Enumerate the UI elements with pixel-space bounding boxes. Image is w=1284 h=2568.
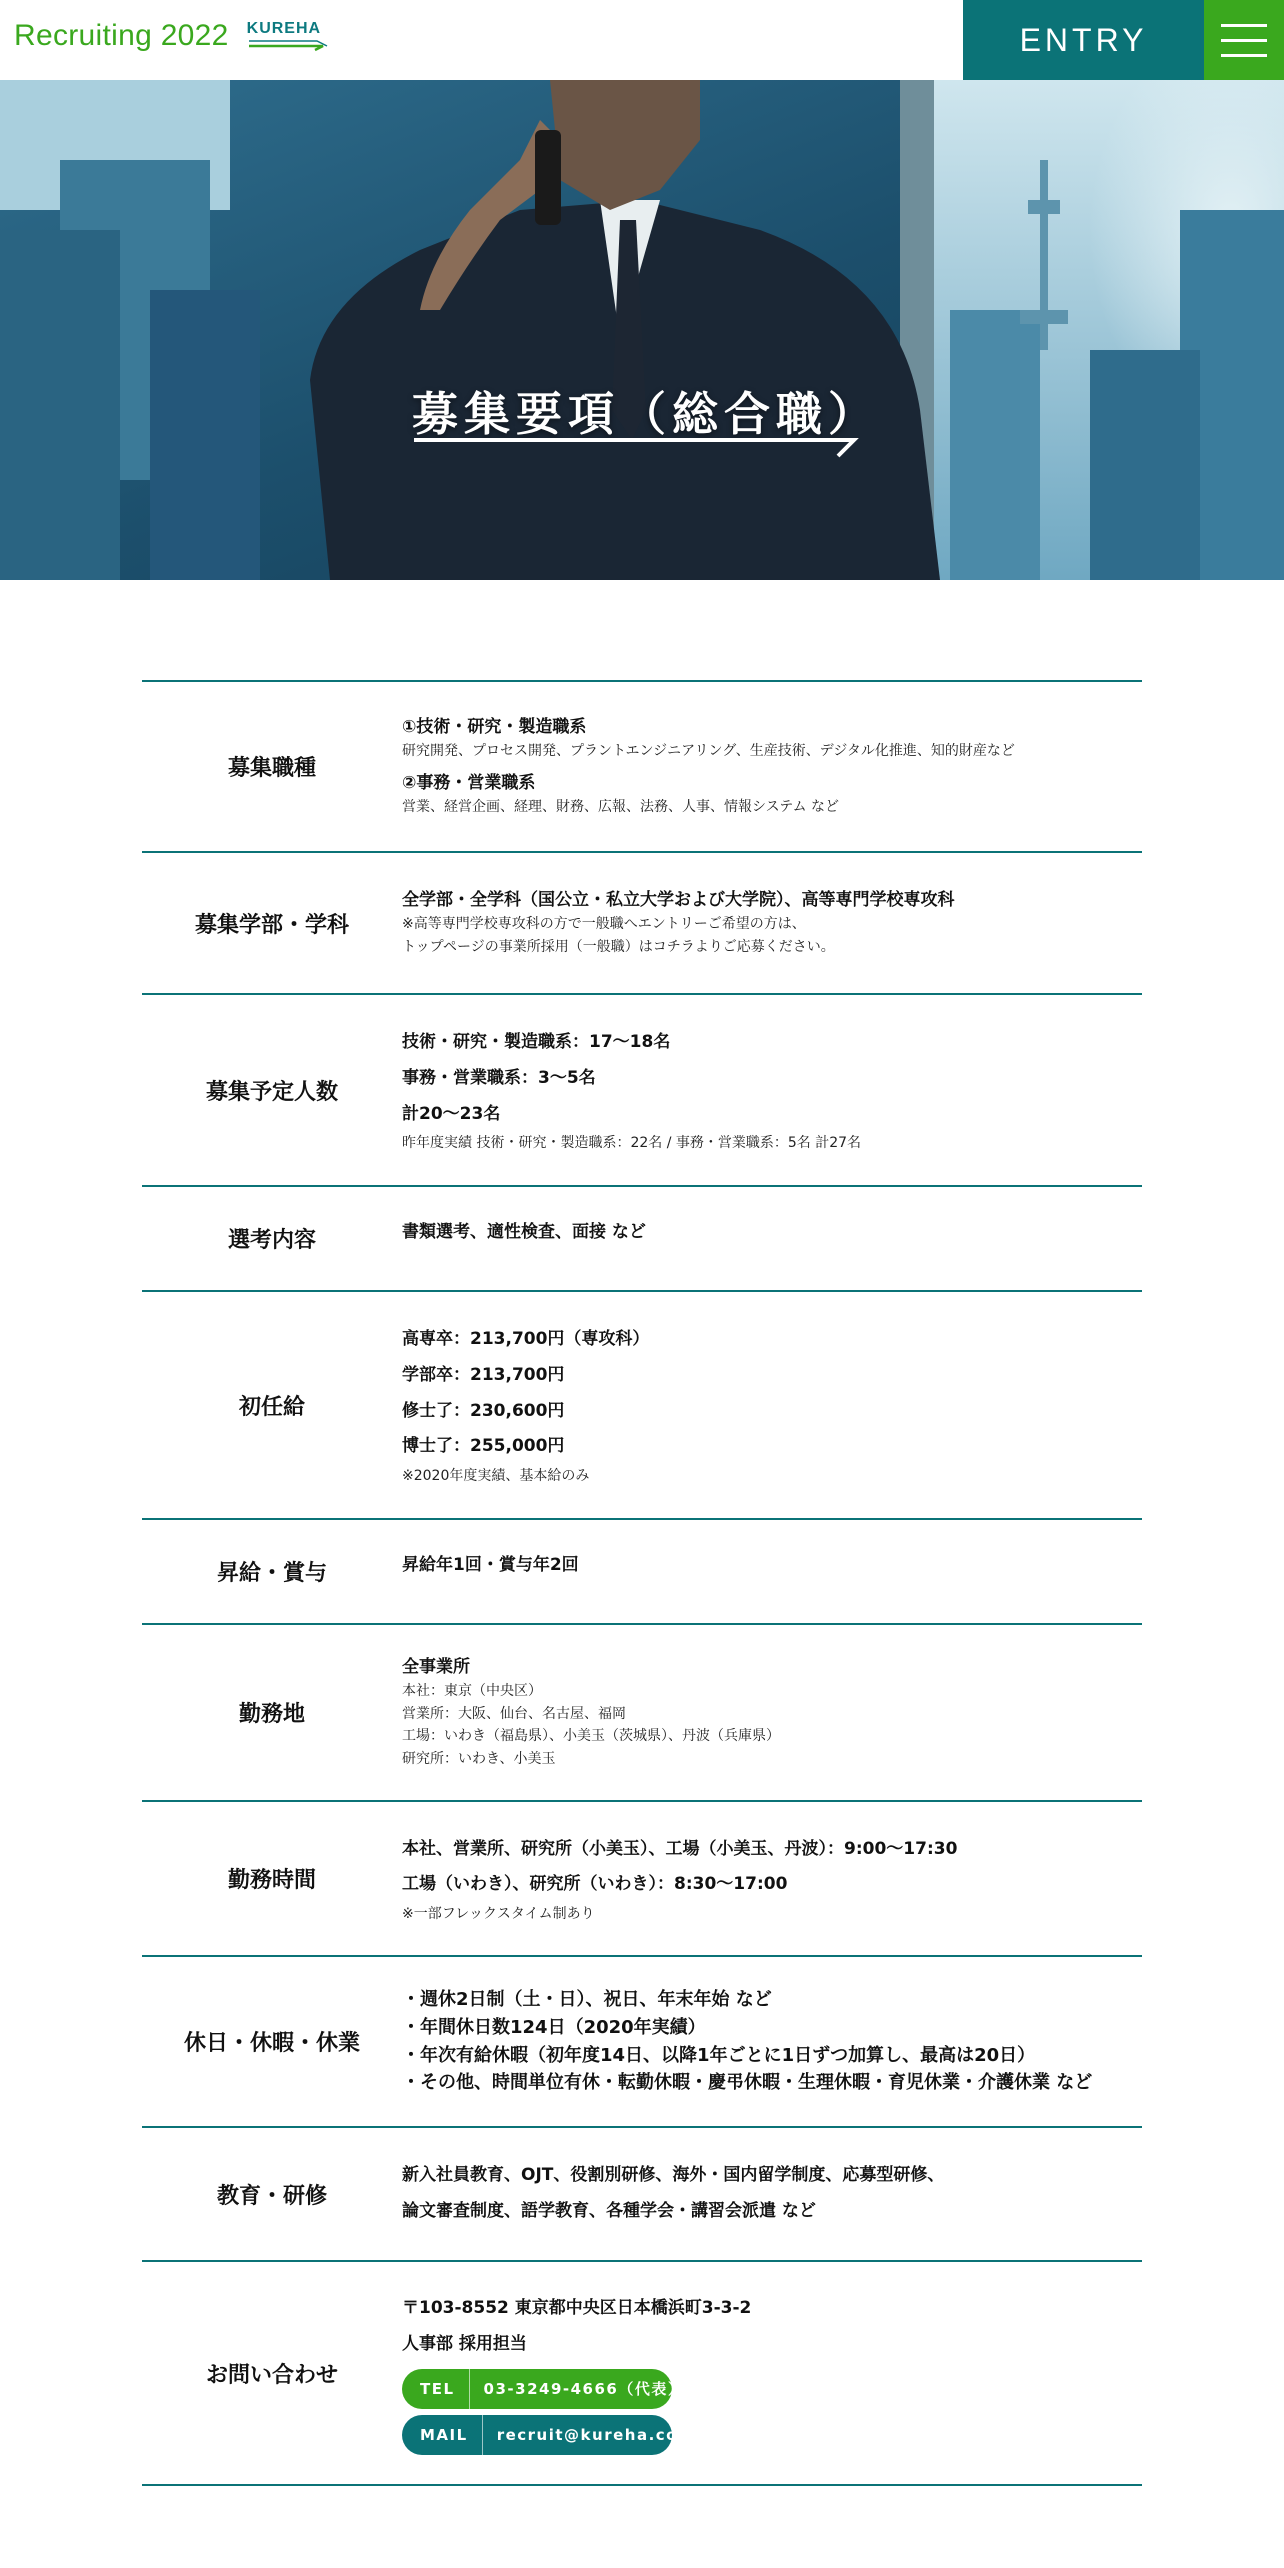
row-content [402,1957,1142,2126]
table-row [142,851,1142,993]
department-text: 人事部 採用担当 [402,2334,527,2354]
row-text: ②事務・営業職系 [402,772,536,793]
table-row [142,1185,1142,1290]
row-text: 博士了：255,000円 [402,1436,565,1457]
row-content [402,1187,1142,1290]
row-content [402,1520,1142,1623]
table-row [142,680,1142,851]
row-heading: 募集学部・学科 [194,912,349,938]
row-text: 研究所：いわき、小美玉 [402,1750,556,1767]
address-text: 〒103-8552 東京都中央区日本橋浜町3-3-2 [402,2298,752,2319]
row-text: ※一部フレックスタイム制あり [402,1905,595,1922]
menu-bar [1221,39,1267,42]
row-text: ①技術・研究・製造職系 [402,716,587,737]
row-text: ・週休2日制（土・日）、祝日、年末年始 など [402,1988,772,2010]
row-heading: 募集職種 [227,756,316,781]
table-row [142,1800,1142,1955]
row-text: 本社：東京（中央区） [402,1683,542,1700]
row-text: 全学部・全学科（国公立・私立大学および大学院）、高等専門学校専攻科 [402,889,955,910]
row-text: 昇給年1回・賞与年2回 [402,1554,579,1575]
menu-bar [1221,54,1267,57]
row-heading: お問い合わせ [205,2362,338,2388]
row-content [402,1802,1142,1955]
row-content [402,2262,1142,2484]
row-text: ※2020年度実績、基本給のみ [402,1468,590,1485]
mail-button[interactable] [402,2415,705,2455]
row-text: 高専卒：213,700円（専攻科） [402,1329,650,1350]
kureha-logo[interactable] [247,16,337,56]
entry-button[interactable]: ENTRY [963,0,1204,80]
brand[interactable] [14,16,337,56]
row-text: 計20～23名 [402,1103,501,1124]
brand-title[interactable]: Recruiting 2022 [14,19,229,52]
row-text: 技術・研究・製造職系：17〜18名 [402,1032,671,1053]
mail-tag: MAIL [402,2415,483,2455]
title-underline-arrow-icon [412,432,862,458]
table-row [142,993,1142,1185]
logo-swoosh-icon [247,36,337,52]
row-text: ・その他、時間単位有休・転勤休暇・慶弔休暇・生理休暇・育児休業・介護休業 など [402,2072,1093,2094]
row-heading: 休日・休暇・休業 [183,2031,360,2056]
row-text: 論文審査制度、語学教育、各種学会・講習会派遣 など [402,2201,816,2221]
hero-photo [0,80,1284,580]
hamburger-icon[interactable] [1204,0,1284,80]
row-content [402,853,1142,993]
row-text: ・年次有給休暇（初年度14日、以降1年ごとに1日ずつ加算し、最高は20日） [402,2044,1036,2066]
row-text: 全事業所 [402,1656,470,1677]
row-text: 本社、営業所、研究所（小美玉）、工場（小美玉、丹波）：9:00～17:30 [402,1838,958,1859]
row-content [402,2128,1142,2260]
mail-address[interactable]: recruit@kureha.co.jp [496,2425,705,2444]
row-text: 昨年度実績 技術・研究・製造職系：22名 / 事務・営業職系：5名 計27名 [402,1135,862,1152]
row-heading: 教育・研修 [216,2183,327,2209]
requirements-table [142,580,1142,2486]
site-header [0,0,1284,80]
row-text: 営業所：大阪、仙台、名古屋、福岡 [402,1705,626,1722]
tel-tag: TEL [402,2369,470,2409]
row-heading: 勤務地 [238,1702,305,1727]
row-text: 営業、経営企画、経理、財務、広報、法務、人事、情報システム など [402,799,840,815]
table-row [142,2126,1142,2260]
row-content [402,1292,1142,1518]
row-text: 事務・営業職系：3〜5名 [402,1067,596,1088]
row-text: 工場（いわき）、研究所（いわき）：8:30～17:00 [402,1874,788,1895]
row-heading: 募集予定人数 [205,1079,338,1105]
row-heading: 昇給・賞与 [216,1561,327,1586]
tel-number[interactable]: 03-3249-4666（代表） [483,2380,685,2399]
table-row [142,1955,1142,2126]
row-text: トップページの事業所採用（一般職）はコチラよりご応募ください。 [402,938,835,955]
table-row [142,1623,1142,1800]
row-text: ※高等専門学校専攻科の方で一般職へエントリーご希望の方は、 [402,916,806,933]
row-content [402,1625,1142,1800]
hero-banner [0,80,1284,580]
table-row [142,1290,1142,1518]
page-title: 募集要項（総合職） [412,387,880,441]
menu-bar [1221,24,1267,27]
tel-button[interactable] [402,2369,685,2409]
row-text: ・年間休日数124日（2020年実績） [402,2016,706,2038]
row-heading: 選考内容 [227,1228,316,1253]
row-content [402,682,1142,851]
table-row [142,1518,1142,1623]
row-heading: 初任給 [238,1394,305,1420]
hero-title-block [412,378,880,444]
row-heading: 勤務時間 [227,1868,316,1893]
row-content [402,995,1142,1185]
row-text: 学部卒：213,700円 [402,1365,565,1386]
row-text: 修士了：230,600円 [402,1400,565,1421]
table-row [142,2260,1142,2486]
logo-text: KUREHA [246,20,322,37]
row-text: 研究開発、プロセス開発、プラントエンジニアリング、生産技術、デジタル化推進、知的財産など [402,743,1015,760]
row-text: 工場：いわき（福島県）、小美玉（茨城県）、丹波（兵庫県） [402,1728,780,1745]
row-text: 新入社員教育、OJT、役割別研修、海外・国内留学制度、応募型研修、 [402,2165,945,2186]
row-text: 書類選考、適性検査、面接 など [402,1221,646,1242]
